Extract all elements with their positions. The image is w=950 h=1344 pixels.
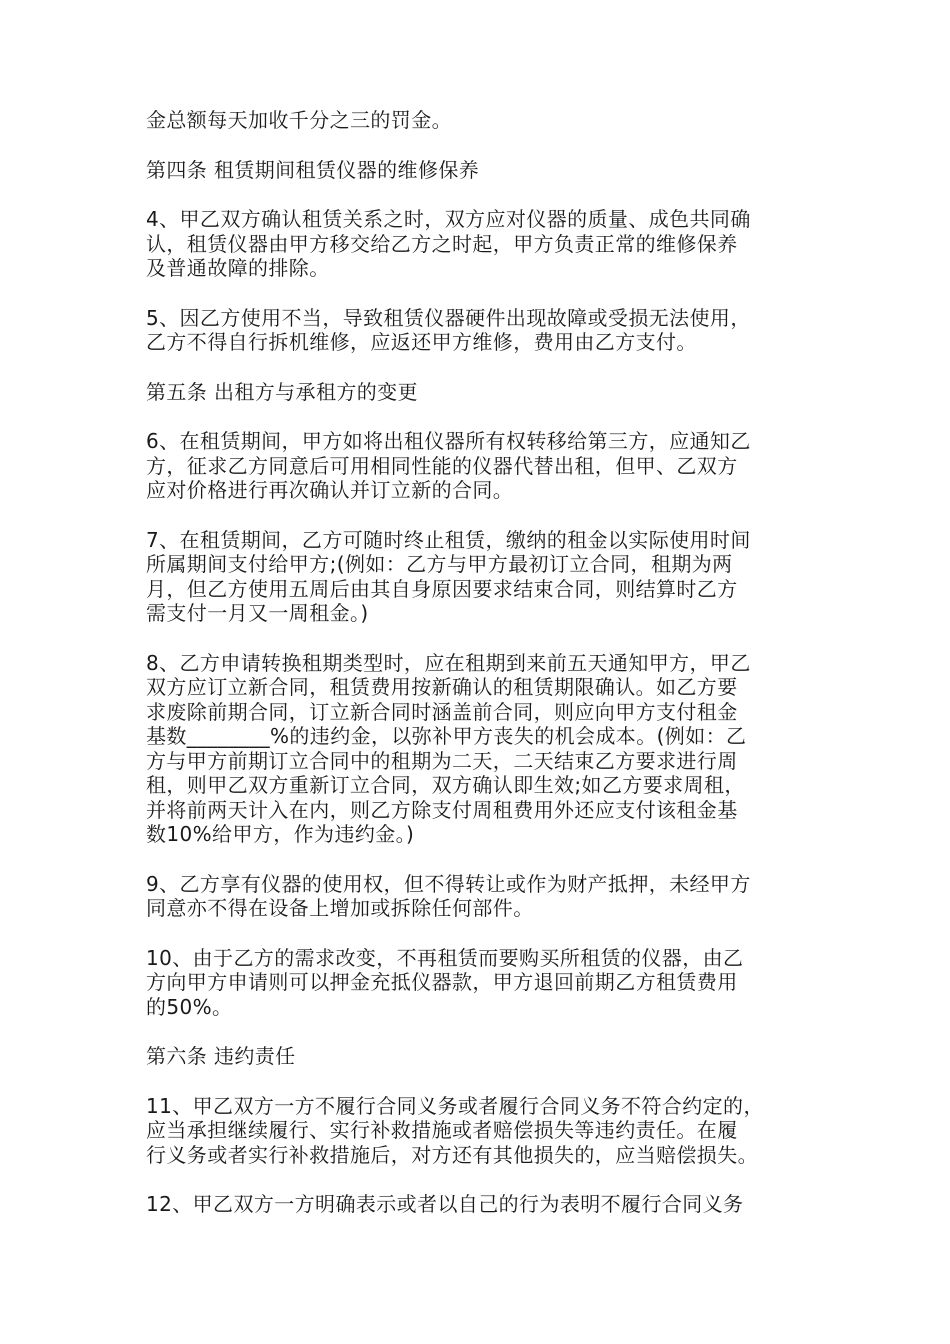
clause-paragraph <box>146 1192 816 1217</box>
text-line: 应对价格进行再次确认并订立新的合同。 <box>146 478 514 502</box>
text-line: 方，征求乙方同意后可用相同性能的仪器代替出租，但甲、乙双方 <box>146 453 738 478</box>
text-line: 月，但乙方使用五周后由其自身原因要求结束合同，则结算时乙方 <box>146 576 738 601</box>
text-line: 第五条 出租方与承租方的变更 <box>146 379 418 404</box>
text-line: 租，则甲乙双方重新订立合同，双方确认即生效;如乙方要求周租， <box>146 773 745 797</box>
text-line: 12、甲乙双方一方明确表示或者以自己的行为表明不履行合同义务 <box>146 1192 744 1216</box>
clause-paragraph <box>146 306 816 355</box>
text-line: 求废除前期合同，订立新合同时涵盖前合同，则应向甲方支付租金 <box>146 699 738 724</box>
text-line: 金总额每天加收千分之三的罚金。 <box>146 108 452 132</box>
text-line: 的50%。 <box>146 994 233 1019</box>
text-line: 第四条 租赁期间租赁仪器的维修保养 <box>146 157 480 182</box>
clause-paragraph <box>146 1094 816 1168</box>
text-line: 乙方不得自行拆机维修，应返还甲方维修，费用由乙方支付。 <box>146 330 697 354</box>
document-body <box>146 108 816 1242</box>
text-line: 及普通故障的排除。 <box>146 256 330 280</box>
clause-paragraph <box>146 108 816 133</box>
text-line: 11、甲乙双方一方不履行合同义务或者履行合同义务不符合约定的， <box>146 1093 764 1118</box>
section-heading <box>146 1044 816 1069</box>
text-line: 双方应订立新合同，租赁费用按新确认的租赁期限确认。如乙方要 <box>146 675 738 699</box>
section-heading <box>146 158 816 183</box>
clause-paragraph <box>146 528 816 626</box>
text-line: 9、乙方享有仪器的使用权，但不得转让或作为财产抵押，未经甲方 <box>146 871 751 896</box>
clause-paragraph <box>146 872 816 921</box>
text-line: 并将前两天计入在内，则乙方除支付周租费用外还应支付该租金基 <box>146 797 738 822</box>
text-line: 10、由于乙方的需求改变，不再租赁而要购买所租赁的仪器，由乙 <box>146 945 744 970</box>
text-line: 4、甲乙双方确认租赁关系之时，双方应对仪器的质量、成色共同确 <box>146 207 751 231</box>
section-heading <box>146 380 816 405</box>
text-line: 需支付一月又一周租金。) <box>146 601 369 625</box>
text-line: 同意亦不得在设备上增加或拆除任何部件。 <box>146 896 534 920</box>
clause-paragraph <box>146 207 816 281</box>
clause-paragraph <box>146 429 816 503</box>
text-line: 7、在租赁期间，乙方可随时终止租赁，缴纳的租金以实际使用时间 <box>146 527 751 552</box>
text-line: 5、因乙方使用不当，导致租赁仪器硬件出现故障或受损无法使用， <box>146 305 751 330</box>
text-line: 8、乙方申请转换租期类型时，应在租期到来前五天通知甲方，甲乙 <box>146 650 751 675</box>
text-line: 所属期间支付给甲方;(例如：乙方与甲方最初订立合同，租期为两 <box>146 552 733 576</box>
text-line: 应当承担继续履行、实行补救措施或者赔偿损失等违约责任。在履 <box>146 1118 738 1142</box>
text-line: 第六条 违约责任 <box>146 1044 296 1068</box>
text-line: 方向甲方申请则可以押金充抵仪器款，甲方退回前期乙方租赁费用 <box>146 970 738 994</box>
text-line: 6、在租赁期间，甲方如将出租仪器所有权转移给第三方，应通知乙 <box>146 429 751 453</box>
text-line: 认，租赁仪器由甲方移交给乙方之时起，甲方负责正常的维修保养 <box>146 231 738 256</box>
text-line: 数10%给甲方，作为违约金。) <box>146 822 415 846</box>
clause-paragraph <box>146 946 816 1020</box>
text-line: 行义务或者实行补救措施后，对方还有其他损失的，应当赔偿损失。 <box>146 1142 758 1167</box>
clause-paragraph <box>146 651 816 847</box>
text-line: 方与甲方前期订立合同中的租期为二天，二天结束乙方要求进行周 <box>146 748 738 773</box>
text-line: 基数________%的违约金，以弥补甲方丧失的机会成本。(例如：乙 <box>146 724 747 748</box>
